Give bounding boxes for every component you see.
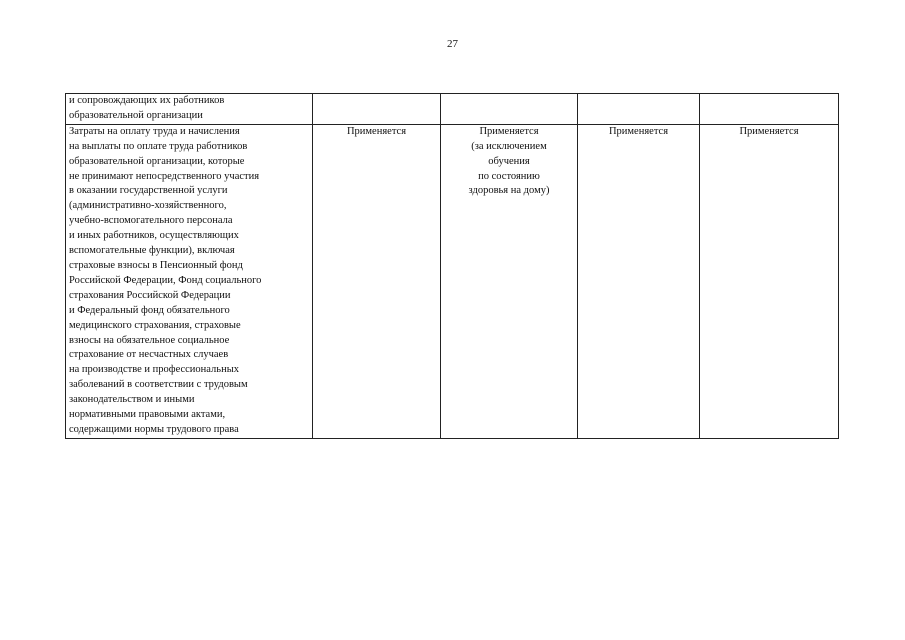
value-cell: Применяется (за исключением обучения по состоянию здоровья на дому): [441, 124, 578, 438]
table-row: [66, 124, 839, 438]
row-label-cell: Затраты на оплату труда и начисления на выплаты по оплате труда работников образовательной организации, которые не принимают непосредственного участия в оказании государственной услуги (административно-хозяйственного, учебно-вспомогательного персонала и иных работников, осуществляющих вспомогательные функции), включая страховые взносы в Пенсионный фонд Российской Федерации, Фонд социального страхования Российской Федерации и Федеральный фонд обязательного медицинского страхования, страховые взносы на обязательное социальное страхование от несчастных случаев на производстве и профессиональных заболеваний в соответствии с трудовым законодательством и иными нормативными правовыми актами, содержащими нормы трудового права: [66, 124, 313, 438]
value-cell: [578, 94, 700, 125]
value-cell: Применяется: [700, 124, 839, 438]
value-cell: [313, 94, 441, 125]
value-cell: Применяется: [578, 124, 700, 438]
value-cell: [441, 94, 578, 125]
value-cell: [700, 94, 839, 125]
row-label-cell: и сопровождающих их работников образовательной организации: [66, 94, 313, 125]
value-cell: Применяется: [313, 124, 441, 438]
page-number: 27: [447, 38, 458, 50]
cost-table: [65, 93, 839, 439]
table-row: [66, 94, 839, 125]
